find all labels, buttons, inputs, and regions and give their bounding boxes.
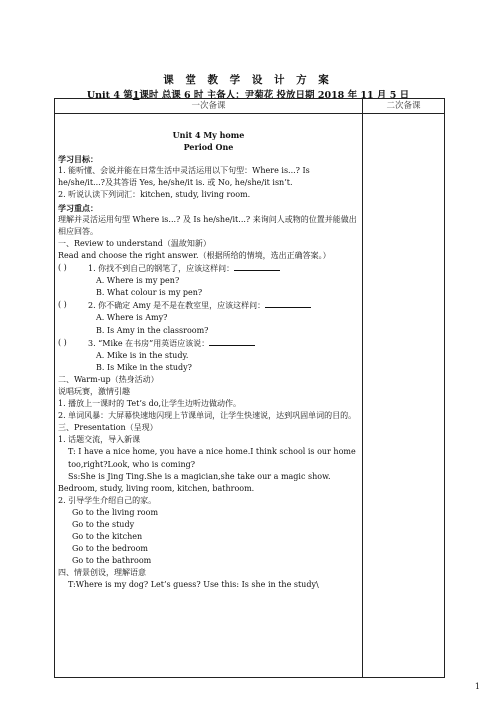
- option-b: B. Is Mike in the study?: [96, 362, 192, 372]
- key-points-text: 理解并灵活运用句型 Where is...? 及 Is he/she/it...? 来询问人或物的位置并能做出相应回答。: [58, 214, 357, 236]
- second-prep-header: 二次备课: [363, 99, 445, 114]
- answer-paren: ( ): [58, 300, 67, 310]
- answer-blank: [209, 337, 255, 346]
- question-text: 2. 你不确定 Amy 是不是在教室里，应该这样问：: [88, 301, 266, 311]
- period-title: Period One: [183, 142, 234, 153]
- unit-title: Unit 4 My home: [172, 130, 245, 140]
- question-1: [58, 262, 359, 275]
- goto-item: Go to the living room: [72, 507, 159, 517]
- option-a: A. Where is my pen?: [96, 276, 180, 286]
- first-prep-header: 一次备课: [55, 99, 363, 114]
- goto-item: Go to the kitchen: [72, 532, 143, 542]
- question-2: [58, 299, 359, 312]
- document-title: 课 堂 教 学 设 计 方 案: [163, 74, 333, 86]
- page-number: 1: [474, 682, 480, 691]
- presentation-step-1: 1. 话题交流，导入新课: [58, 435, 141, 445]
- presentation-step-2: 2. 引导学生介绍自己的家。: [58, 495, 157, 505]
- review-instruction: Read and choose the right answer.（根据所给的情境，选出正确答案。）: [58, 250, 331, 260]
- warmup-step-1: 1. 播放上一课时的 Tet’s do,让学生边听边做动作。: [58, 399, 242, 409]
- lesson-info-rest: 课时 总课 6 时 主备人：尹菊花 投放日期 2018 年 11 月 5 日: [139, 90, 410, 101]
- warmup-heading: 二、Warm-up（热身活动）: [58, 374, 159, 384]
- goto-item: Go to the bathroom: [72, 556, 152, 566]
- warmup-step-2: 2. 单词风暴：大屏幕快速地闪现上节课单词，让学生快速说，达到巩固单词的目的。: [58, 411, 357, 421]
- option-a: A. Where is Amy?: [96, 313, 168, 323]
- option-b: B. Is Amy in the classroom?: [96, 325, 209, 335]
- answer-blank: [234, 262, 280, 271]
- second-prep-cell: [363, 114, 445, 678]
- objectives-heading: 学习目标：: [58, 154, 98, 165]
- first-prep-cell: [55, 114, 363, 678]
- lesson-content: [55, 114, 362, 677]
- objective-1: 1. 能听懂、会说并能在日常生活中灵活运用以下句型：Where is...? Is he/she/it...?及其答语 Yes, he/she/it is. 或 No, he/she/it isn’t.: [58, 166, 310, 188]
- answer-blank: [265, 299, 311, 308]
- warmup-subheading: 说唱玩赛，激情引趣: [58, 386, 130, 396]
- scene-heading: 四、情景创设，理解语意: [58, 568, 146, 578]
- goto-item: Go to the bedroom: [72, 544, 148, 554]
- answer-paren: ( ): [58, 263, 67, 273]
- students-line: Ss:She is Jing Ting.She is a magician,she take our a magic show.: [68, 471, 331, 481]
- option-b: B. What colour is my pen?: [96, 288, 203, 298]
- question-3: [58, 337, 359, 350]
- question-text: 3. “Mike 在书房”用英语应该说：: [88, 338, 210, 348]
- answer-paren: ( ): [58, 337, 67, 347]
- presentation-heading: 三、Presentation（呈现）: [58, 423, 158, 433]
- goto-item: Go to the study: [72, 520, 135, 529]
- review-heading: 一、Review to understand（温故知新）: [58, 238, 211, 248]
- vocabulary-line: Bedroom, study, living room, kitchen, bathroom.: [58, 483, 255, 493]
- question-text: 1. 你找不到自己的钢笔了，应该这样问：: [88, 264, 235, 274]
- lesson-plan-table: [54, 98, 445, 678]
- scene-teacher-line: T:Where is my dog? Let’s guess? Use this: Is she in the study\: [68, 580, 319, 590]
- lesson-number: 1: [132, 90, 140, 101]
- unit-label: Unit 4 第: [86, 90, 133, 101]
- objective-2: 2. 听说认读下列词汇：kitchen, study, living room.: [58, 190, 251, 200]
- key-points-heading: 学习重点：: [58, 202, 98, 213]
- teacher-line: T: I have a nice home, you have a nice home.I think school is our home too,right?Look, who is coming?: [68, 447, 356, 469]
- option-a: A. Mike is in the study.: [96, 350, 189, 360]
